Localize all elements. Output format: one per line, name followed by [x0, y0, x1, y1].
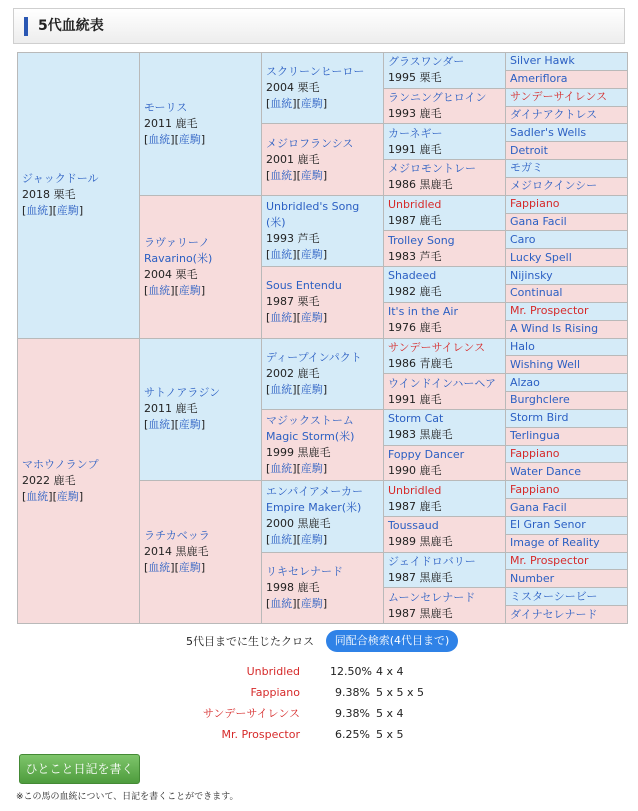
- pedigree-link[interactable]: 血統: [270, 596, 293, 610]
- cross-label: 5代目までに生じたクロス: [186, 635, 314, 648]
- horse-name-link[interactable]: マホウノランプ: [22, 457, 99, 471]
- foals-link[interactable]: 産駒: [178, 418, 201, 432]
- foals-link[interactable]: 産駒: [300, 596, 323, 610]
- horse-name-link[interactable]: ウインドインハーヘア: [388, 376, 497, 390]
- pedigree-cell-gen5: [505, 587, 628, 606]
- horse-name-link[interactable]: Fappiano: [510, 197, 560, 211]
- horse-name-link[interactable]: Halo: [510, 339, 535, 353]
- pedigree-cell-gen4: [383, 302, 506, 339]
- horse-name-link[interactable]: Lucky Spell: [510, 250, 572, 264]
- horse-name-link[interactable]: Fappiano: [510, 482, 560, 496]
- horse-year-coat: 1995 栗毛: [388, 71, 442, 85]
- pedigree-link[interactable]: 血統: [148, 418, 171, 432]
- horse-year-coat: 2022 鹿毛: [22, 473, 76, 487]
- pedigree-cell-gen2: [139, 338, 262, 482]
- horse-name-link[interactable]: El Gran Senor: [510, 518, 586, 532]
- foals-link[interactable]: 産駒: [178, 132, 201, 146]
- pedigree-cell-gen3: [261, 338, 384, 410]
- pedigree-cell-gen3: [261, 195, 384, 267]
- horse-year-coat: 1993 鹿毛: [388, 107, 442, 121]
- section-title: 5代血統表: [38, 18, 104, 34]
- header-accent-bar: [24, 17, 28, 36]
- horse-name-link[interactable]: ラヴァリーノ: [144, 235, 210, 249]
- cross-horse-link[interactable]: Unbridled: [246, 665, 300, 678]
- pedigree-cell-gen5: [505, 230, 628, 249]
- pedigree-link[interactable]: 血統: [270, 533, 293, 547]
- pedigree-cell-gen4: [383, 88, 506, 125]
- horse-name-link[interactable]: Trolley Song: [388, 233, 455, 247]
- pedigree-cell-gen4: [383, 266, 506, 303]
- pedigree-cell-gen3: [261, 52, 384, 124]
- foals-link[interactable]: 産駒: [178, 283, 201, 297]
- pedigree-cell-gen5: [505, 569, 628, 588]
- horse-links: [血統][産駒]: [266, 97, 328, 111]
- horse-links: [血統][産駒]: [144, 418, 206, 432]
- horse-name-link[interactable]: ジェイドロバリー: [388, 554, 476, 568]
- horse-year-coat: 1987 鹿毛: [388, 214, 442, 228]
- horse-name-link[interactable]: ムーンセレナード: [388, 590, 476, 604]
- pedigree-cell-gen1: [17, 52, 140, 339]
- horse-name-link[interactable]: サトノアラジン: [144, 386, 221, 400]
- pedigree-cell-gen5: [505, 88, 628, 107]
- horse-links: [血統][産駒]: [22, 204, 84, 218]
- horse-name-link[interactable]: ラチカベッラ: [144, 529, 210, 543]
- pedigree-cell-gen5: [505, 106, 628, 125]
- horse-name-link[interactable]: Gana Facil: [510, 500, 567, 514]
- pedigree-cell-gen5: [505, 177, 628, 196]
- pedigree-link[interactable]: 血統: [26, 489, 49, 503]
- horse-year-coat: 1989 黒鹿毛: [388, 535, 453, 549]
- section-header: [13, 8, 625, 44]
- foals-link[interactable]: 産駒: [56, 489, 79, 503]
- horse-name-link[interactable]: Sous Entendu: [266, 279, 342, 293]
- pedigree-cell-gen2: [139, 52, 262, 196]
- pedigree-cell-gen5: [505, 284, 628, 303]
- pedigree-cell-gen5: [505, 498, 628, 517]
- write-diary-button[interactable]: ひとこと日記を書く: [19, 754, 140, 784]
- horse-alt-name-link[interactable]: Empire Maker(米): [266, 501, 362, 515]
- horse-year-coat: 2001 鹿毛: [266, 152, 320, 166]
- horse-year-coat: 2018 栗毛: [22, 188, 76, 202]
- horse-name-link[interactable]: Caro: [510, 232, 536, 246]
- horse-year-coat: 1999 黒鹿毛: [266, 446, 331, 460]
- foals-link[interactable]: 産駒: [300, 247, 323, 261]
- pedigree-cell-gen5: [505, 52, 628, 71]
- horse-alt-name-link[interactable]: Ravarino(米): [144, 251, 213, 265]
- pedigree-cell-gen5: [505, 373, 628, 392]
- horse-name-link[interactable]: Gana Facil: [510, 215, 567, 229]
- pedigree-link[interactable]: 血統: [270, 311, 293, 325]
- pedigree-cell-gen3: [261, 409, 384, 481]
- pedigree-link[interactable]: 血統: [148, 561, 171, 575]
- horse-name-link[interactable]: メジロクインシー: [510, 179, 598, 193]
- pedigree-link[interactable]: 血統: [270, 382, 293, 396]
- horse-name-link[interactable]: Image of Reality: [510, 536, 600, 550]
- horse-year-coat: 1991 鹿毛: [388, 392, 442, 406]
- horse-name-link[interactable]: メジロモントレー: [388, 162, 476, 176]
- pedigree-cell-gen1: [17, 338, 140, 625]
- horse-name-link[interactable]: ランニングヒロイン: [388, 91, 487, 105]
- pedigree-cell-gen5: [505, 409, 628, 428]
- cross-horse-link[interactable]: サンデーサイレンス: [202, 707, 300, 720]
- foals-link[interactable]: 産駒: [56, 204, 79, 218]
- cross-percent: 9.38%: [335, 707, 370, 720]
- pedigree-cell-gen5: [505, 266, 628, 285]
- foals-link[interactable]: 産駒: [300, 168, 323, 182]
- horse-name-link[interactable]: モガミ: [510, 161, 543, 175]
- pedigree-cell-gen5: [505, 159, 628, 178]
- horse-name-link[interactable]: サンデーサイレンス: [510, 90, 608, 104]
- horse-name-link[interactable]: スクリーンヒーロー: [266, 65, 365, 79]
- horse-name-link[interactable]: Sadler's Wells: [510, 125, 587, 139]
- cross-horse-link[interactable]: Mr. Prospector: [221, 728, 300, 741]
- horse-name-link[interactable]: Shadeed: [388, 269, 437, 283]
- horse-name-link[interactable]: Wishing Well: [510, 357, 581, 371]
- pedigree-cell-gen5: [505, 552, 628, 571]
- cross-horse-link[interactable]: Fappiano: [250, 686, 300, 699]
- diary-note: ※この馬の血統について、日記を書くことができます。: [16, 792, 239, 802]
- foals-link[interactable]: 産駒: [300, 311, 323, 325]
- pedigree-cell-gen4: [383, 409, 506, 446]
- horse-name-link[interactable]: リキセレナード: [266, 564, 343, 578]
- pedigree-cell-gen4: [383, 480, 506, 517]
- pedigree-cell-gen5: [505, 427, 628, 446]
- horse-year-coat: 1987 鹿毛: [388, 499, 442, 513]
- horse-links: [血統][産駒]: [266, 462, 328, 476]
- pedigree-cell-gen4: [383, 516, 506, 553]
- horse-links: [血統][産駒]: [266, 533, 328, 547]
- pedigree-cell-gen5: [505, 338, 628, 357]
- foals-link[interactable]: 産駒: [300, 462, 323, 476]
- horse-name-link[interactable]: ミスターシービー: [510, 589, 598, 603]
- pedigree-cell-gen4: [383, 195, 506, 232]
- horse-alt-name-link[interactable]: (米): [266, 215, 286, 229]
- pedigree-cell-gen5: [505, 355, 628, 374]
- pedigree-cell-gen3: [261, 266, 384, 338]
- pedigree-table: [17, 52, 628, 623]
- horse-name-link[interactable]: ディープインパクト: [266, 350, 362, 364]
- horse-name-link[interactable]: エンパイアメーカー: [266, 485, 364, 499]
- horse-name-link[interactable]: ダイナセレナード: [510, 607, 598, 621]
- horse-name-link[interactable]: Mr. Prospector: [510, 554, 589, 568]
- horse-name-link[interactable]: Burghclere: [510, 393, 570, 407]
- pedigree-cell-gen5: [505, 70, 628, 89]
- pedigree-cell-gen5: [505, 213, 628, 232]
- horse-name-link[interactable]: Detroit: [510, 143, 548, 157]
- pedigree-cell-gen3: [261, 123, 384, 195]
- foals-link[interactable]: 産駒: [300, 97, 323, 111]
- cross-percent: 6.25%: [335, 728, 370, 741]
- horse-alt-name-link[interactable]: Magic Storm(米): [266, 430, 355, 444]
- pedigree-cell-gen4: [383, 373, 506, 410]
- pedigree-cell-gen4: [383, 552, 506, 589]
- pedigree-cell-gen5: [505, 480, 628, 499]
- horse-name-link[interactable]: Nijinsky: [510, 268, 553, 282]
- horse-name-link[interactable]: Storm Bird: [510, 411, 569, 425]
- horse-name-link[interactable]: グラスワンダー: [388, 55, 465, 69]
- horse-name-link[interactable]: It's in the Air: [388, 305, 458, 319]
- pedigree-link[interactable]: 血統: [148, 132, 171, 146]
- horse-links: [血統][産駒]: [144, 132, 206, 146]
- horse-year-coat: 2004 栗毛: [266, 81, 320, 95]
- horse-year-coat: 1976 鹿毛: [388, 321, 442, 335]
- horse-name-link[interactable]: Unbridled: [388, 483, 442, 497]
- pedigree-cell-gen4: [383, 445, 506, 482]
- pedigree-cell-gen5: [505, 445, 628, 464]
- pedigree-cell-gen5: [505, 248, 628, 267]
- horse-name-link[interactable]: Toussaud: [388, 519, 439, 533]
- horse-year-coat: 2004 栗毛: [144, 267, 198, 281]
- horse-links: [血統][産駒]: [266, 596, 328, 610]
- horse-name-link[interactable]: Foppy Dancer: [388, 447, 465, 461]
- horse-year-coat: 1983 芦毛: [388, 249, 442, 263]
- pedigree-cell-gen3: [261, 480, 384, 552]
- horse-year-coat: 1987 栗毛: [266, 295, 320, 309]
- horse-name-link[interactable]: Silver Hawk: [510, 54, 575, 68]
- pedigree-cell-gen5: [505, 462, 628, 481]
- pedigree-cell-gen2: [139, 480, 262, 624]
- pedigree-cell-gen4: [383, 230, 506, 267]
- pedigree-link[interactable]: 血統: [270, 462, 293, 476]
- horse-year-coat: 1982 鹿毛: [388, 285, 442, 299]
- horse-name-link[interactable]: ダイナアクトレス: [510, 107, 598, 121]
- horse-name-link[interactable]: Water Dance: [510, 464, 582, 478]
- horse-links: [血統][産駒]: [266, 311, 328, 325]
- horse-year-coat: 1986 黒鹿毛: [388, 178, 453, 192]
- pedigree-cell-gen5: [505, 302, 628, 321]
- same-breeding-search-button[interactable]: 同配合検索(4代目まで): [326, 630, 458, 652]
- pedigree-cell-gen2: [139, 195, 262, 339]
- pedigree-cell-gen5: [505, 195, 628, 214]
- pedigree-link[interactable]: 血統: [270, 168, 293, 182]
- horse-name-link[interactable]: サンデーサイレンス: [388, 340, 486, 354]
- horse-name-link[interactable]: モーリス: [144, 100, 188, 114]
- horse-name-link[interactable]: Alzao: [510, 375, 540, 389]
- foals-link[interactable]: 産駒: [300, 533, 323, 547]
- horse-name-link[interactable]: Storm Cat: [388, 412, 444, 426]
- horse-year-coat: 1993 芦毛: [266, 231, 320, 245]
- pedigree-cell-gen3: [261, 552, 384, 624]
- horse-name-link[interactable]: Number: [510, 571, 555, 585]
- horse-year-coat: 1991 鹿毛: [388, 142, 442, 156]
- horse-links: [血統][産駒]: [22, 489, 84, 503]
- cross-percent: 9.38%: [335, 686, 370, 699]
- horse-links: [血統][産駒]: [144, 561, 206, 575]
- horse-name-link[interactable]: Unbridled: [388, 198, 442, 212]
- horse-year-coat: 2000 黒鹿毛: [266, 517, 331, 531]
- pedigree-cell-gen5: [505, 391, 628, 410]
- pedigree-link[interactable]: 血統: [270, 247, 293, 261]
- pedigree-link[interactable]: 血統: [148, 283, 171, 297]
- horse-name-link[interactable]: A Wind Is Rising: [510, 322, 599, 336]
- foals-link[interactable]: 産駒: [178, 561, 201, 575]
- horse-name-link[interactable]: Mr. Prospector: [510, 304, 589, 318]
- horse-year-coat: 2014 黒鹿毛: [144, 545, 209, 559]
- horse-name-link[interactable]: Continual: [510, 286, 563, 300]
- pedigree-link[interactable]: 血統: [26, 204, 49, 218]
- horse-name-link[interactable]: マジックストーム: [266, 414, 354, 428]
- pedigree-cell-gen4: [383, 52, 506, 89]
- pedigree-cell-gen5: [505, 534, 628, 553]
- pedigree-cell-gen5: [505, 123, 628, 142]
- horse-year-coat: 1987 黒鹿毛: [388, 606, 453, 620]
- horse-links: [血統][産駒]: [266, 382, 328, 396]
- pedigree-cell-gen5: [505, 605, 628, 624]
- horse-name-link[interactable]: Unbridled's Song: [266, 199, 360, 213]
- horse-year-coat: 2011 鹿毛: [144, 116, 198, 130]
- cross-generations: 5 x 4: [376, 707, 404, 720]
- pedigree-cell-gen5: [505, 141, 628, 160]
- pedigree-cell-gen5: [505, 516, 628, 535]
- horse-year-coat: 1990 鹿毛: [388, 463, 442, 477]
- pedigree-cell-gen4: [383, 159, 506, 196]
- horse-year-coat: 1983 黒鹿毛: [388, 428, 453, 442]
- horse-year-coat: 1998 鹿毛: [266, 580, 320, 594]
- cross-generations: 5 x 5 x 5: [376, 686, 425, 699]
- cross-generations: 4 x 4: [376, 665, 404, 678]
- horse-name-link[interactable]: カーネギー: [388, 126, 443, 140]
- horse-links: [血統][産駒]: [266, 168, 328, 182]
- horse-name-link[interactable]: Ameriflora: [510, 72, 568, 86]
- pedigree-cell-gen4: [383, 587, 506, 624]
- pedigree-cell-gen4: [383, 123, 506, 160]
- horse-links: [血統][産駒]: [144, 283, 206, 297]
- pedigree-cell-gen5: [505, 320, 628, 339]
- horse-year-coat: 1986 青鹿毛: [388, 356, 453, 370]
- pedigree-link[interactable]: 血統: [270, 97, 293, 111]
- cross-percent: 12.50%: [330, 665, 372, 678]
- pedigree-cell-gen4: [383, 338, 506, 375]
- horse-name-link[interactable]: Terlingua: [510, 429, 560, 443]
- horse-name-link[interactable]: ジャックドール: [22, 172, 99, 186]
- horse-links: [血統][産駒]: [266, 247, 328, 261]
- horse-name-link[interactable]: Fappiano: [510, 446, 560, 460]
- horse-name-link[interactable]: メジロフランシス: [266, 136, 354, 150]
- foals-link[interactable]: 産駒: [300, 382, 323, 396]
- cross-generations: 5 x 5: [376, 728, 404, 741]
- horse-year-coat: 2002 鹿毛: [266, 366, 320, 380]
- horse-year-coat: 1987 黒鹿毛: [388, 570, 453, 584]
- horse-year-coat: 2011 鹿毛: [144, 402, 198, 416]
